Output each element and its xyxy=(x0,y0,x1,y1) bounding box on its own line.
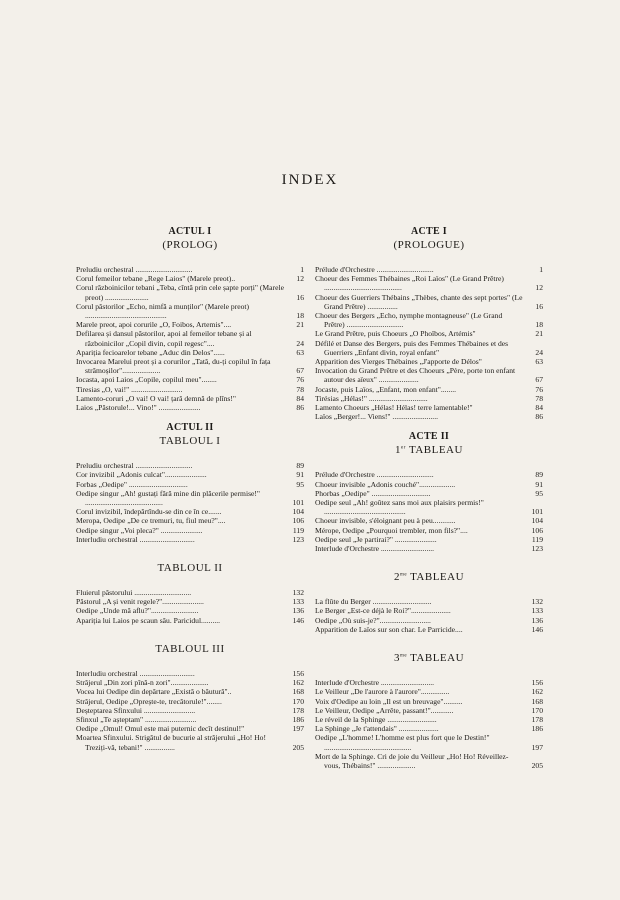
entry-page-number: 197 xyxy=(531,742,543,752)
entry-page-number: 18 xyxy=(296,311,304,321)
entry-text: Défilé et Danse des Bergers, puis des Femmes Thébaines et des Guerriers „Enfant divin, royal enfant" xyxy=(315,338,509,357)
index-entry xyxy=(76,480,304,489)
index-entry xyxy=(315,697,543,706)
index-column-french xyxy=(315,226,543,770)
index-entry xyxy=(76,470,304,479)
entry-page-number: 12 xyxy=(535,283,543,293)
index-entry xyxy=(76,385,304,394)
entry-text: Străjerul, Oedipe „Oprește-te, trecătorule!"........ xyxy=(76,696,222,706)
index-entry xyxy=(315,678,543,687)
index-entry xyxy=(76,697,304,706)
entry-text: Prélude d'Orchestre .............................. xyxy=(315,265,434,274)
entry-text: Choeur des Guerriers Thébains „Thèbes, chante des sept portes" (Le Grand Prêtre) ................ xyxy=(315,292,523,311)
ordinal-suffix: me xyxy=(399,572,408,578)
entry-page-number: 119 xyxy=(292,525,304,535)
entry-text: Mérope, Oedipe „Pourquoi trembler, mon fils?".... xyxy=(315,525,468,535)
index-entry xyxy=(76,516,304,525)
entry-page-number: 186 xyxy=(531,724,543,734)
entry-page-number: 78 xyxy=(535,393,543,403)
index-entry xyxy=(76,329,304,347)
entry-page-number: 106 xyxy=(292,516,304,526)
entry-page-number: 170 xyxy=(292,696,304,706)
entry-page-number: 104 xyxy=(531,516,543,526)
entry-list xyxy=(315,678,543,770)
entry-list xyxy=(315,265,543,421)
entry-text: Tiresias „O, vai!" ........................... xyxy=(76,384,183,394)
index-entry xyxy=(76,733,304,751)
index-entry xyxy=(315,616,543,625)
entry-page-number: 197 xyxy=(292,724,304,734)
tableau-heading: $3^{me}$ TABLEAU xyxy=(393,652,465,665)
entry-text: Le Veilleur, Oedipe „Arrête, passant!"............ xyxy=(315,705,454,715)
entry-text: Interludiu orchestral ............................. xyxy=(76,534,195,544)
entry-list xyxy=(76,265,304,412)
entry-text: Preludiu orchestral .............................. xyxy=(76,461,193,471)
entry-text: Deșteptarea Sfinxului ........................... xyxy=(76,705,196,715)
entry-page-number: 89 xyxy=(296,461,304,471)
entry-page-number: 123 xyxy=(531,544,543,554)
index-entry xyxy=(315,733,543,751)
entry-text: La Sphinge „Je t'attendais" ..................... xyxy=(315,724,439,734)
entry-text: Jocaste, puis Laïos, „Enfant, mon enfant"........ xyxy=(315,384,457,394)
entry-text: Preludiu orchestral .............................. xyxy=(76,265,193,274)
index-entry xyxy=(315,625,543,634)
entry-text: Oedipe „Omul! Omul este mai puternic decît destinul!" xyxy=(76,724,245,734)
entry-text: Moartea Sfinxului. Strigătul de bucurie al străjerului „Ho! Ho! Treziți-vă, tebani!" ................ xyxy=(76,733,267,752)
entry-text: Vocea lui Oedipe din depărtare „Există o băutură".. xyxy=(76,687,232,697)
index-entry xyxy=(315,535,543,544)
index-entry xyxy=(315,339,543,357)
entry-page-number: 63 xyxy=(535,357,543,367)
entry-list xyxy=(315,470,543,553)
index-entry xyxy=(76,507,304,516)
entry-page-number: 156 xyxy=(531,678,543,688)
index-entry xyxy=(315,265,543,274)
entry-list xyxy=(315,597,543,634)
entry-text: Corul războinicilor tebani „Teba, cîntă prin cele șapte porți" (Marele preot) ....................... xyxy=(76,283,284,302)
entry-text: Laïos „Berger!... Viens!" ........................ xyxy=(315,412,438,422)
entry-list xyxy=(76,588,304,625)
index-entry xyxy=(315,412,543,421)
index-entry xyxy=(315,597,543,606)
entry-text: Oedipe seul „Je partirai?" ...................... xyxy=(315,534,437,544)
act-subtitle: (PROLOG) xyxy=(162,239,218,251)
entry-text: Voix d'Oedipe au loin „Il est un breuvage".......... xyxy=(315,696,463,706)
index-entry xyxy=(315,498,543,516)
entry-text: Oedipe singur „Ah! gustați fără mine din plăcerile permise!" ......................................... xyxy=(76,488,261,508)
tableau-heading: TABLOUL I xyxy=(159,435,221,448)
entry-page-number: 170 xyxy=(531,705,543,715)
entry-page-number: 16 xyxy=(296,292,304,302)
entry-text: Le Grand Prêtre, puis Choeurs „O Phoïbos, Artémis" xyxy=(315,329,476,339)
act-title: ACTUL II xyxy=(166,422,214,434)
entry-page-number: 78 xyxy=(296,384,304,394)
entry-text: Mort de la Sphinge. Cri de joie du Veilleur „Ho! Ho! Réveillez-vous, Thébains!" .................... xyxy=(315,751,509,770)
index-entry xyxy=(76,597,304,606)
index-entry xyxy=(76,489,304,507)
entry-text: Iocasta, apoi Laios „Copile, copilul meu"........ xyxy=(76,375,217,385)
entry-page-number: 12 xyxy=(296,274,304,284)
entry-page-number: 76 xyxy=(535,384,543,394)
entry-text: Le réveil de la Sphinge .......................... xyxy=(315,714,437,724)
index-entry xyxy=(315,489,543,498)
index-column-romanian xyxy=(76,226,304,752)
entry-page-number: 86 xyxy=(296,403,304,413)
entry-text: Străjerul „Din zori pînă-n zori".................... xyxy=(76,678,209,688)
index-entry xyxy=(315,274,543,292)
entry-page-number: 76 xyxy=(296,375,304,385)
entry-text: Tirésias „Hélas!" ............................... xyxy=(315,393,428,403)
entry-page-number: 101 xyxy=(292,498,304,508)
act-title: ACTE I xyxy=(411,226,447,237)
entry-text: Sfinxul „Te așteptam" ........................... xyxy=(76,714,197,724)
index-entry xyxy=(315,706,543,715)
index-entry xyxy=(315,385,543,394)
entry-page-number: 63 xyxy=(296,347,304,357)
entry-page-number: 178 xyxy=(292,705,304,715)
index-entry xyxy=(315,311,543,329)
index-entry xyxy=(76,302,304,320)
index-entry xyxy=(76,348,304,357)
entry-text: Invocarea Marelui preot și a corurilor „Tată, du-ți copilul în fața strămoșilor".................... xyxy=(76,357,271,376)
entry-text: Corul invizibil, îndepărtîndu-se din ce în ce....... xyxy=(76,507,222,517)
index-entry xyxy=(315,394,543,403)
entry-page-number: 18 xyxy=(535,320,543,330)
index-entry xyxy=(76,274,304,283)
entry-text: Defilarea și dansul păstorilor, apoi al femeilor tebane și al războinicilor „Copil divin, copil regesc".... xyxy=(76,329,252,348)
index-entry xyxy=(76,715,304,724)
entry-page-number: 162 xyxy=(292,678,304,688)
index-entry xyxy=(315,606,543,615)
index-entry xyxy=(315,357,543,366)
index-entry xyxy=(76,394,304,403)
entry-text: Oedipe „Unde mă aflu?"......................... xyxy=(76,606,199,616)
entry-list xyxy=(76,461,304,544)
entry-text: Meropa, Oedipe „De ce tremuri, tu, fiul meu?".... xyxy=(76,516,226,526)
entry-text: La flûte du Berger ............................... xyxy=(315,597,432,607)
page-title: INDEX xyxy=(281,172,339,188)
entry-page-number: 136 xyxy=(292,606,304,616)
entry-text: Choeur invisible „Adonis couché"................... xyxy=(315,479,456,489)
index-entry xyxy=(76,724,304,733)
entry-text: Corul femeilor tebane „Rege Laios" (Marele preot).. xyxy=(76,274,236,284)
entry-page-number: 132 xyxy=(531,597,543,607)
entry-text: Interludiu orchestral ............................. xyxy=(76,668,195,678)
entry-page-number: 1 xyxy=(300,265,304,274)
index-entry xyxy=(76,616,304,625)
tableau-heading: $2^{me}$ TABLEAU xyxy=(393,571,465,584)
entry-text: Lamento-coruri „O vai! O vai! țară demnă de plîns!" xyxy=(76,393,236,403)
entry-text: Interlude d'Orchestre ............................ xyxy=(315,678,435,688)
entry-page-number: 133 xyxy=(531,606,543,616)
entry-page-number: 21 xyxy=(296,320,304,330)
entry-text: Oedipe seul „Ah! goûtez sans moi aux plaisirs permis!" ........................................... xyxy=(315,498,484,517)
entry-text: Apariția lui Laios pe scaun său. Paricidul.......... xyxy=(76,615,221,625)
entry-page-number: 95 xyxy=(296,479,304,489)
entry-text: Phorbas „Oedipe" ............................... xyxy=(315,488,431,498)
index-entry xyxy=(315,526,543,535)
entry-page-number: 101 xyxy=(531,507,543,517)
entry-text: Oedipe „L'homme! L'homme est plus fort que le Destin!" .............................................. xyxy=(315,733,490,752)
entry-text: Invocation du Grand Prêtre et des Choeurs „Père, porte ton enfant autour des aïeux" ..................... xyxy=(315,366,516,385)
entry-page-number: 104 xyxy=(292,507,304,517)
entry-text: Choeur des Femmes Thébaines „Roi Laïos" (Le Grand Prêtre) ......................................... xyxy=(315,274,504,293)
entry-page-number: 91 xyxy=(535,479,543,489)
index-entry xyxy=(315,403,543,412)
entry-page-number: 162 xyxy=(531,687,543,697)
entry-page-number: 132 xyxy=(292,588,304,598)
entry-page-number: 16 xyxy=(535,301,543,311)
index-entry xyxy=(315,329,543,338)
entry-text: Choeur invisible, s'éloignant peu à peu............ xyxy=(315,516,456,526)
entry-page-number: 24 xyxy=(296,338,304,348)
entry-page-number: 133 xyxy=(292,597,304,607)
entry-text: Cor invizibil „Adonis culcat"...................... xyxy=(76,470,207,480)
index-entry xyxy=(76,535,304,544)
entry-text: Corul păstorilor „Echo, nimfă a munților" (Marele preot) ........................................... xyxy=(76,301,250,321)
index-entry xyxy=(315,366,543,384)
entry-page-number: 205 xyxy=(531,760,543,770)
index-entry xyxy=(76,375,304,384)
entry-text: Apparition des Vierges Thébaines „J'apporte de Délos" xyxy=(315,357,482,367)
entry-page-number: 136 xyxy=(531,615,543,625)
tableau-heading: 1er TABLEAU xyxy=(395,444,463,457)
index-entry xyxy=(76,687,304,696)
tableau-heading: TABLOUL II xyxy=(157,562,223,575)
entry-text: Le Berger „Est-ce déjà le Roi?"..................... xyxy=(315,606,451,616)
index-entry xyxy=(315,480,543,489)
index-entry xyxy=(76,606,304,615)
act-title: ACTUL I xyxy=(168,226,212,237)
index-entry xyxy=(76,283,304,301)
entry-page-number: 168 xyxy=(531,696,543,706)
entry-page-number: 84 xyxy=(296,393,304,403)
entry-text: Oedipe „Où suis-je?"........................... xyxy=(315,615,431,625)
entry-page-number: 84 xyxy=(535,403,543,413)
entry-page-number: 67 xyxy=(535,375,543,385)
entry-page-number: 146 xyxy=(292,615,304,625)
index-entry xyxy=(315,687,543,696)
entry-page-number: 1 xyxy=(539,265,543,274)
entry-text: Le Veilleur „De l'aurore à l'aurore"............... xyxy=(315,687,450,697)
entry-text: Păstorul „A și venit regele?"...................... xyxy=(76,597,204,607)
index-entry xyxy=(315,470,543,479)
entry-page-number: 91 xyxy=(296,470,304,480)
index-entry xyxy=(315,724,543,733)
act-subtitle: (PROLOGUE) xyxy=(393,239,465,251)
index-entry xyxy=(76,588,304,597)
index-entry xyxy=(76,320,304,329)
entry-text: Marele preot, apoi corurile „O, Foibos, Artemis".... xyxy=(76,320,232,330)
entry-text: Lamento Choeurs „Hélas! Hélas! terre lamentable!" xyxy=(315,403,473,413)
index-entry xyxy=(76,669,304,678)
entry-page-number: 86 xyxy=(535,412,543,422)
entry-page-number: 156 xyxy=(292,668,304,678)
entry-page-number: 168 xyxy=(292,687,304,697)
index-entry xyxy=(76,461,304,470)
entry-page-number: 95 xyxy=(535,488,543,498)
entry-page-number: 178 xyxy=(531,714,543,724)
index-entry xyxy=(315,516,543,525)
entry-page-number: 119 xyxy=(531,534,543,544)
entry-text: Choeur des Bergers „Echo, nymphe montagneuse" (Le Grand Prêtre) .............................. xyxy=(315,311,503,330)
entry-text: Laios „Păstorule!... Vino!" ...................... xyxy=(76,403,201,413)
ordinal-suffix: me xyxy=(399,653,408,659)
entry-page-number: 106 xyxy=(531,525,543,535)
entry-page-number: 21 xyxy=(535,329,543,339)
entry-page-number: 24 xyxy=(535,347,543,357)
index-entry xyxy=(315,715,543,724)
ordinal-suffix: er xyxy=(401,445,406,451)
act-title: ACTE II xyxy=(408,431,450,443)
entry-text: Oedipe singur „Voi pleca?" ...................... xyxy=(76,525,203,535)
entry-text: Apparition de Laïos sur son char. Le Parricide.... xyxy=(315,624,463,634)
index-entry xyxy=(76,403,304,412)
entry-text: Forbas „Oedipe" ............................... xyxy=(76,479,188,489)
index-entry xyxy=(315,752,543,770)
entry-text: Fluierul păstorului .............................. xyxy=(76,588,192,598)
entry-text: Apariția fecioarelor tebane „Aduc din Delos"...... xyxy=(76,347,225,357)
index-entry xyxy=(76,678,304,687)
tableau-heading: TABLOUL III xyxy=(155,642,225,655)
entry-page-number: 186 xyxy=(292,714,304,724)
entry-page-number: 67 xyxy=(296,366,304,376)
index-entry xyxy=(76,526,304,535)
entry-text: Interlude d'Orchestre ............................ xyxy=(315,544,435,554)
index-entry xyxy=(315,544,543,553)
entry-list xyxy=(76,669,304,752)
entry-page-number: 205 xyxy=(292,742,304,752)
index-entry xyxy=(315,293,543,311)
entry-page-number: 89 xyxy=(535,470,543,480)
index-entry xyxy=(76,357,304,375)
entry-page-number: 146 xyxy=(531,624,543,634)
index-entry xyxy=(76,265,304,274)
entry-page-number: 123 xyxy=(292,534,304,544)
index-entry xyxy=(76,706,304,715)
entry-text: Prélude d'Orchestre .............................. xyxy=(315,470,434,480)
